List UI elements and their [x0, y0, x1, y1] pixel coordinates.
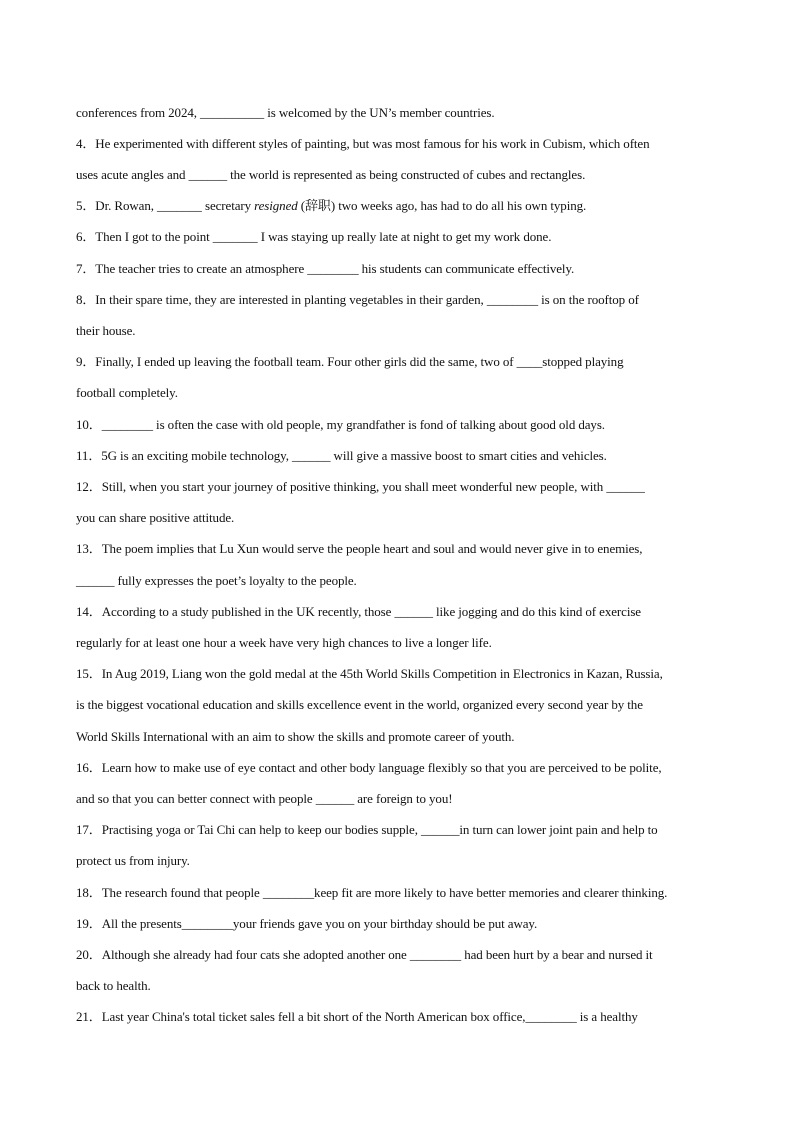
text-line: back to health. — [76, 978, 151, 993]
question-16: 16．Learn how to make use of eye contact and other body language flexibly so that you are perceived to be polite, — [76, 760, 662, 775]
question-7: 7．The teacher tries to create an atmosphere ________ his students can communicate effectively. — [76, 261, 575, 276]
question-18: 18．The research found that people ________keep fit are more likely to have better memories and clearer thinking. — [76, 885, 668, 900]
question-19: 19．All the presents________your friends gave you on your birthday should be put away. — [76, 916, 538, 931]
question-6: 6．Then I got to the point _______ I was staying up really late at night to get my work done. — [76, 229, 552, 244]
question-14: 14．According to a study published in the UK recently, those ______ like jogging and do this kind of exercise — [76, 604, 641, 619]
text-line: ______ fully expresses the poet’s loyalty to the people. — [76, 573, 357, 588]
question-5: 5．Dr. Rowan, _______ secretary resigned (辞职) two weeks ago, has had to do all his own typing. — [76, 198, 587, 213]
text-line: and so that you can better connect with people ______ are foreign to you! — [76, 791, 453, 806]
question-9: 9．Finally, I ended up leaving the football team. Four other girls did the same, two of ____stopped playing — [76, 354, 624, 369]
text-line: is the biggest vocational education and skills excellence event in the world, organized every second year by the — [76, 697, 643, 712]
text-line: regularly for at least one hour a week have very high chances to live a longer life. — [76, 635, 492, 650]
text-line: football completely. — [76, 385, 178, 400]
question-11: 11．5G is an exciting mobile technology, ______ will give a massive boost to smart cities and vehicles. — [76, 448, 607, 463]
text-line: conferences from 2024, __________ is welcomed by the UN’s member countries. — [76, 105, 495, 120]
text-line: their house. — [76, 323, 136, 338]
question-15: 15．In Aug 2019, Liang won the gold medal at the 45th World Skills Competition in Electronics in Kazan, Russia, — [76, 666, 663, 681]
question-20: 20．Although she already had four cats she adopted another one ________ had been hurt by a bear and nursed it — [76, 947, 653, 962]
text-line: you can share positive attitude. — [76, 510, 235, 525]
text-line: protect us from injury. — [76, 853, 190, 868]
question-12: 12．Still, when you start your journey of positive thinking, you shall meet wonderful new people, with ______ — [76, 479, 645, 494]
question-17: 17．Practising yoga or Tai Chi can help to keep our bodies supple, ______in turn can lower joint pain and help to — [76, 822, 658, 837]
question-13: 13．The poem implies that Lu Xun would serve the people heart and soul and would never give in to enemies, — [76, 541, 643, 556]
question-8: 8．In their spare time, they are interested in planting vegetables in their garden, ________ is on the rooftop of — [76, 292, 639, 307]
question-10: 10．________ is often the case with old people, my grandfather is fond of talking about good old days. — [76, 417, 605, 432]
question-21: 21．Last year China's total ticket sales fell a bit short of the North American box office,________ is a healthy — [76, 1009, 638, 1024]
text-line: uses acute angles and ______ the world is represented as being constructed of cubes and rectangles. — [76, 167, 586, 182]
text-line: World Skills International with an aim to show the skills and promote career of youth. — [76, 729, 515, 744]
question-4: 4．He experimented with different styles of painting, but was most famous for his work in Cubism, which often — [76, 136, 650, 151]
